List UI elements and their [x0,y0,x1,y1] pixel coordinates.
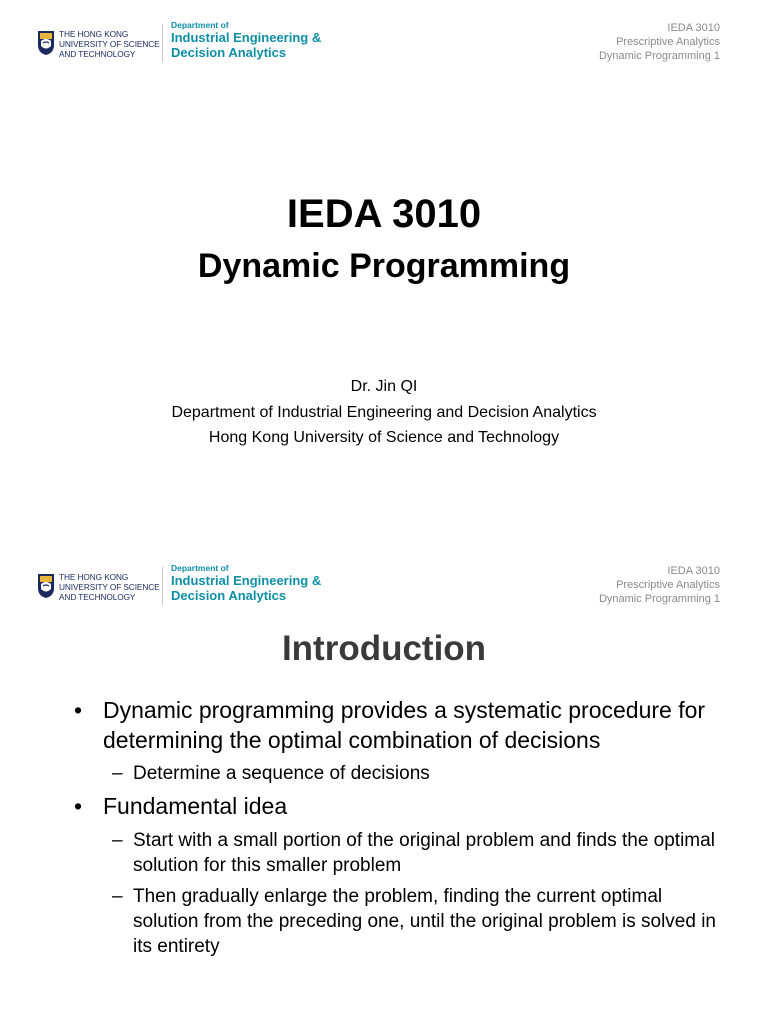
logo-divider [162,567,163,605]
slide-subtitle: Dynamic Programming [197,247,571,285]
sub-bullet-marker: – [112,763,123,784]
logo-divider [162,24,163,62]
bullet-item [74,792,724,822]
introduction-heading: Introduction [281,629,487,668]
sub-bullet-marker: – [112,829,123,851]
slide-introduction [0,543,768,1024]
author-name: Dr. Jin QI [350,378,418,395]
hkust-ieda-logo [37,563,337,609]
sub-bullet-text: Start with a small portion of the original problem and finds the optimal solution for this smaller problem [133,829,715,876]
department-logo-text: Department of Industrial Engineering & Decision Analytics [171,563,322,603]
bullet-text: Dynamic programming provides a systematic procedure for determining the optimal combination of decisions [103,697,706,753]
bullet-marker: • [74,697,83,723]
hkust-crest-icon [37,30,55,56]
department-logo-text: Department of Industrial Engineering & Decision Analytics [171,20,322,60]
course-info: IEDA 3010 Prescriptive Analytics Dynamic Programming 1 [598,565,720,605]
university-name: THE HONG KONG UNIVERSITY OF SCIENCE AND TECHNOLOGY [59,29,160,59]
course-info: IEDA 3010 Prescriptive Analytics Dynamic Programming 1 [598,22,720,62]
author-department: Department of Industrial Engineering and Decision Analytics [171,403,597,421]
author-university: Hong Kong University of Science and Technology [208,429,560,446]
sub-bullet-marker: – [112,885,123,907]
hkust-ieda-logo [37,20,337,66]
slide-title-heading: IEDA 3010 [286,192,482,236]
sub-bullet-item [74,884,724,959]
sub-bullet-item [74,828,724,878]
bullet-text: Fundamental idea [103,793,288,819]
sub-bullet-text: Then gradually enlarge the problem, finding the current optimal solution from the preceding one, until the original problem is solved in its entirety [133,885,716,957]
sub-bullet-text: Determine a sequence of decisions [133,763,430,784]
bullet-list [74,696,724,959]
bullet-item [74,696,724,755]
hkust-crest-icon [37,573,55,599]
sub-bullet-item [74,761,724,786]
university-name: THE HONG KONG UNIVERSITY OF SCIENCE AND TECHNOLOGY [59,572,160,602]
bullet-marker: • [74,793,83,819]
author-block [0,374,768,451]
